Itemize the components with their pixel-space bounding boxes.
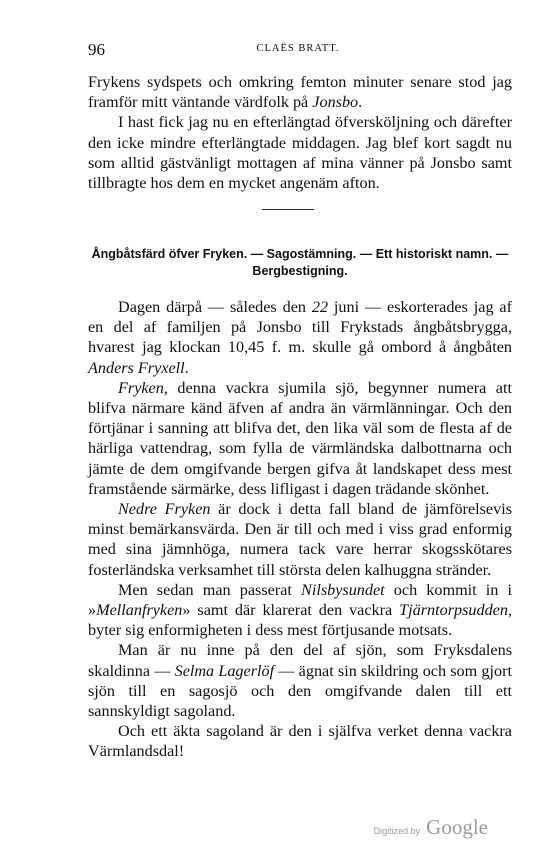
page-number: 96 [88,40,105,59]
paragraph: Dagen därpå — således den 22 juni — eskorterades jag af en del af familjen på Jonsbo till Frykstads ångbåtsbrygga, hvarest jag klockan 10,45 f. m. skulle gå ombord å ångbåten Anders Fryxell. [88,298,512,377]
section-separator-rule [262,209,314,210]
place-name: Jonsbo [312,93,359,112]
page-header [88,40,508,64]
text-block-main [88,297,512,762]
place-name: Mellanfryken [96,601,183,620]
section-heading: Ångbåtsfärd öfver Fryken. — Sagostämning. — Ett historiskt namn. — Bergbestigning. [91,247,509,278]
digitized-by-google-watermark [374,815,488,840]
lake-name: Fryken [118,378,164,397]
person-name: Selma Lagerlöf [174,661,275,680]
running-head: CLAËS BRATT. [256,43,340,54]
date-number: 22 [311,298,329,316]
watermark-prefix: Digitized by [373,826,421,836]
time-value: 10,45 [227,338,265,357]
place-name: Tjärntorpsudden [399,601,508,620]
paragraph: Man är nu inne på den del af sjön, som Fryksdalens skaldinna — Selma Lagerlöf — ägnat sin skildring och som gjort sjön till en sagosjö och den omgifvande dalen till ett sannskyldigt sagoland. [88,641,512,721]
paragraph: I hast fick jag nu en efterlängtad öfversköljning och därefter den icke mindre efterlängtade middagen. Jag blef kort sagdt nu som alltid gästvänligt mottagen af mina vänner på Jonsbo samt tillbragte hos dem en mycket angenäm afton. [88,113,512,193]
text-block-top [88,72,512,193]
paragraph: Fryken, denna vackra sjumila sjö, begynner numera att blifva närmare känd äfven af andra än värmlänningar. Och den förtjänar i sanning att blifva det, den lika väl som de flesta af de härliga vattendrag, som fylla de värmländska dalbottnarna och jämte de dem omgifvande bergen gifva åt landskapet dess mest framstående särmärke, dess lifligast i dagen trädande skönhet. [88,378,512,498]
ship-name: Anders Fryxell [88,358,185,377]
paragraph: Men sedan man passerat Nilsbysundet och kommit in i »Mellanfryken» samt där klarerat den vackra Tjärntorpsudden, byter sig enformigheten i dess mest förtjusande motsats. [88,580,512,640]
lake-name: Nedre Fryken [118,500,211,519]
google-logo: Google [426,815,488,839]
paragraph: Nedre Fryken är dock i detta fall bland de jämförelsevis minst bemärkansvärda. Den är till och med i viss grad enformig med sina jämnhöga, numera tack vare herrar skogsskötares fosterländska verksamhet till största delen kalhuggna stränder. [88,500,512,579]
paragraph: Frykens sydspets och omkring femton minuter senare stod jag framför mitt väntande värdfolk på Jonsbo. [88,73,512,112]
paragraph: Och ett äkta sagoland är den i själfva verket denna vackra Värmlandsdal! [88,722,512,761]
place-name: Nilsbysundet [301,580,385,599]
